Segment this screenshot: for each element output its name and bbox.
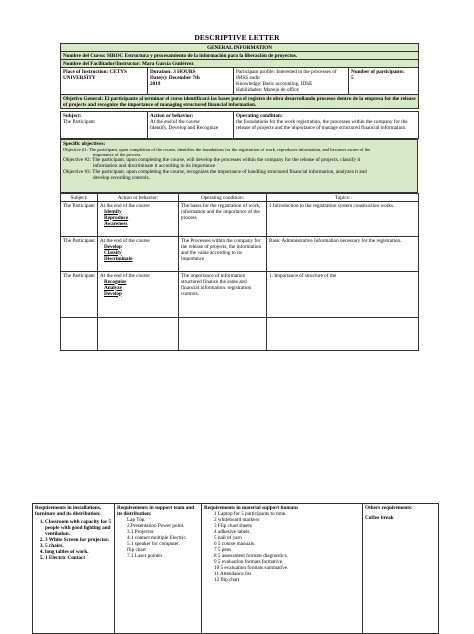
detail-action-text: At the end of the course: [100, 272, 150, 279]
verb: Reproduce: [104, 214, 129, 221]
empty-cell: [98, 318, 179, 351]
participant-profile-cell: [234, 68, 349, 95]
duration: Duration: 3 HOURS: [150, 68, 196, 75]
subject-label: Subject:: [63, 112, 82, 119]
empty-cell: [267, 318, 419, 351]
support-item: flip chart: [127, 546, 146, 553]
material-item: 7 5 pens: [214, 546, 232, 553]
subject-value: The Participant: [63, 118, 95, 125]
material-header: Requirements in material support humans: [204, 504, 299, 511]
action-cell: [148, 112, 234, 139]
detail-topic: Basic Administrative Information necessary for the registration.: [267, 237, 419, 272]
others-header: Others requirements:: [365, 504, 413, 511]
operating-value: the foundations for the work registration, the processes within the company for the release of projects and the importance of manage structured financial information.: [236, 118, 408, 131]
installation-item: 2. 3 White Screen for projector.: [45, 537, 112, 543]
profile-line: Habilidades: Manejo de office: [236, 86, 299, 93]
detail-subject: The Participant: [61, 237, 98, 272]
verb: Analyze: [104, 284, 122, 291]
operating-cell: [234, 112, 419, 139]
main-objective-table: [60, 111, 419, 139]
material-item: 2 whiteboard markers: [214, 516, 260, 523]
detail-condition: The bases for the registration of work, information and the importance of the process: [179, 202, 267, 237]
participants-cell: [349, 68, 419, 95]
detail-header-topics: Topics:: [267, 194, 419, 202]
dates-label: Date(s): December 7th: [150, 74, 200, 81]
objective-2-cont: information and discriminate it according to its importance: [93, 163, 216, 170]
detail-header-action: Action or behavior:: [98, 194, 179, 202]
material-support-cell: [202, 504, 363, 634]
material-item: 8 5 assessment formats diagnostics.: [214, 552, 288, 559]
support-item: Lap Top.: [127, 516, 146, 523]
detail-topic: 1. Importance of structure of the: [267, 272, 419, 318]
verb: Awareness: [104, 220, 128, 227]
support-team-cell: [115, 504, 202, 634]
detail-action-text: At the end of the course: [100, 202, 150, 209]
specific-objectives-cell: [61, 140, 418, 193]
course-name: Nombre del Curso: SIROC Estructura y procesamiento de la información para la liberación de proyectos.: [61, 52, 419, 60]
detail-header-subject: Subject:: [61, 194, 98, 202]
detail-action-text: At the end of the course: [100, 237, 150, 244]
action-verbs: Identify, Develop and Recognize: [150, 124, 219, 131]
installation-item: 4. long tables of work.: [45, 549, 112, 555]
general-info-table: [60, 43, 419, 109]
specific-objectives-header: Specific objectives:: [63, 140, 106, 147]
detail-subject: The Participant: [61, 202, 98, 237]
general-objective: Objetivo General: El participante al terminar el curso identificará las bases para el registro de obra desarrollando procesos dentro de la empresa for the release of projects and recognize the importance of managing structured financial information.: [61, 95, 419, 109]
profile-line: IMSS audit: [236, 74, 260, 81]
participants-label: Number of participants:: [351, 68, 405, 75]
detail-header-operating: Operating condition:: [179, 194, 267, 202]
support-item: 2.Presentation Power point.: [127, 522, 185, 529]
detail-subject: The Participant: [61, 272, 98, 318]
requirements-table: [32, 503, 439, 634]
verb: Classify: [104, 249, 122, 256]
verb: Discriminate: [104, 255, 133, 262]
operating-label: Operating condition:: [236, 112, 283, 119]
installation-item: 3. 5 chairs.: [45, 543, 112, 549]
objective-3: Objective #3: The participant, upon completing the course, recognizes the importance of handling structured financial information, analyzes it and: [63, 169, 367, 176]
profile-line: Knowledge: Basic accounting, IDSE: [236, 80, 313, 87]
material-item: 9 5 evaluation formats formative.: [214, 558, 284, 565]
installations-header: Requirements in installations, furniture and its distribution:: [35, 504, 102, 517]
detail-condition: The importance of information structured finance the same and financial information. registration controls.: [179, 272, 267, 318]
subject-cell: [61, 112, 148, 139]
facilitator-name: Nombre del Facilitador/Instructor: Mara García Gutiérrez: [61, 60, 419, 68]
objective-3-cont: develop recording controls.: [93, 175, 150, 182]
support-team-header: Requirements in support team and its distribution:: [117, 504, 195, 517]
general-info-header: GENERAL INFORMATION: [61, 44, 419, 52]
material-item: 5 ball of yarn: [214, 534, 242, 541]
detail-action: [98, 237, 179, 272]
place-of-instruction: Place of Instruction: CETYS UNIVERSITY: [61, 68, 148, 95]
others-value: Coffee break: [365, 514, 394, 521]
installation-item: 5. 1 Electric Contact: [45, 555, 112, 561]
verb: Recognize: [104, 278, 127, 285]
material-item: 11 Attendance list: [214, 570, 252, 577]
installations-cell: [33, 504, 115, 634]
detail-table: [60, 193, 419, 351]
specific-objectives-table: [60, 139, 418, 193]
material-item: 4 adhesive labels.: [214, 528, 251, 535]
installation-item: 1. Classroom with capacity for 5 people with good lighting and ventilation.: [45, 519, 112, 537]
material-item: 3 Flip chart sheets: [214, 522, 252, 529]
verb: Develop: [104, 290, 122, 297]
empty-cell: [179, 318, 267, 351]
verb: Identify: [104, 208, 122, 215]
detail-action: [98, 202, 179, 237]
objective-1: Objective #1: The participant, upon completion of the course, identifies the foundations for the registration of work, reproduces information, and becomes aware of the: [63, 146, 371, 152]
support-item: 7.1 Laser pointer: [127, 552, 163, 559]
material-item: 6 5 course manuals.: [214, 540, 256, 547]
support-item: 5.1 speaker for computer.: [127, 540, 180, 547]
support-item: 3.1 Projector: [127, 528, 154, 535]
support-item: 4.1 contact multiple Electric.: [127, 534, 188, 541]
detail-condition: The Processes within the company for the release of projects, the information and the value according to its importance: [179, 237, 267, 272]
action-label: Action or behavior:: [150, 112, 194, 119]
profile-line: Participant profile: Interested in the processes of: [236, 68, 337, 75]
document-title: DESCRIPTIVE LETTER: [194, 33, 280, 42]
objective-2: Objective #2: The participant, upon completing the course, will develop the processes within the company for the release of projects, classify it: [63, 157, 361, 164]
duration-cell: [148, 68, 234, 95]
empty-cell: [61, 318, 98, 351]
dates-year: 2019: [150, 80, 161, 87]
objective-1-cont: importance of the process.: [93, 151, 142, 157]
material-item: 10 5 evaluation formats summative.: [214, 564, 289, 571]
material-item: 1 Laptop for 5 participants to time.: [214, 510, 287, 517]
detail-action: [98, 272, 179, 318]
action-value: At the end of the course: [150, 118, 200, 125]
others-cell: [363, 504, 439, 634]
material-item: 12 flip chart: [214, 576, 240, 583]
verb: Develop: [104, 243, 122, 250]
detail-topic: 1 Introduction to the registration system construction works.: [267, 202, 419, 237]
participants-value: 5: [351, 74, 354, 81]
